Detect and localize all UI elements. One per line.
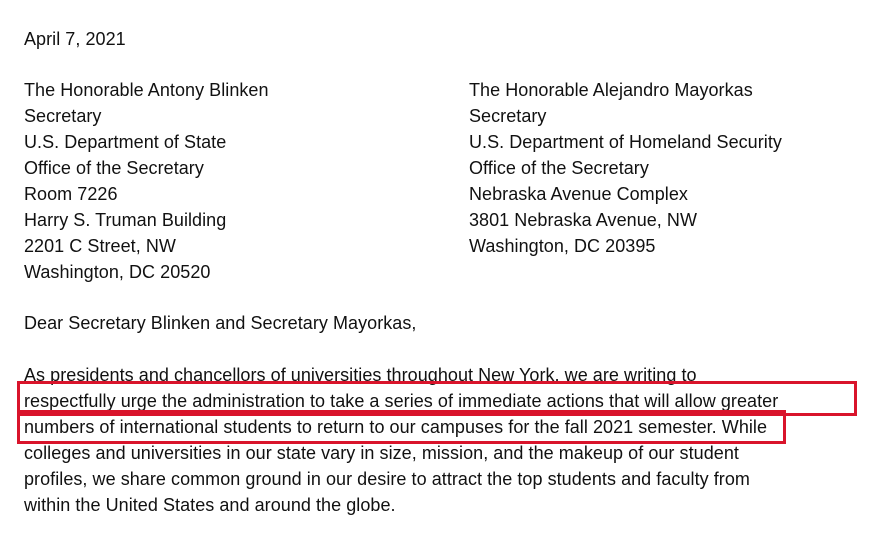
- paragraph-line-2: respectfully urge the administration to take a series of immediate actions that will allow greater: [24, 391, 779, 411]
- paragraph-line-5: profiles, we share common ground in our desire to attract the top students and faculty from: [24, 469, 750, 489]
- left-recipient-line-3: U.S. Department of State: [24, 132, 227, 152]
- left-recipient-line-5: Room 7226: [24, 184, 118, 204]
- right-recipient-line-6: 3801 Nebraska Avenue, NW: [469, 210, 698, 230]
- right-recipient-line-1: The Honorable Alejandro Mayorkas: [469, 80, 753, 100]
- paragraph-line-1: As presidents and chancellors of universities throughout New York, we are writing to: [24, 365, 697, 385]
- left-recipient-line-4: Office of the Secretary: [24, 158, 204, 178]
- right-recipient-line-5: Nebraska Avenue Complex: [469, 184, 688, 204]
- paragraph-line-6: within the United States and around the globe.: [24, 495, 396, 515]
- right-recipient-line-7: Washington, DC 20395: [469, 236, 656, 256]
- right-recipient-line-4: Office of the Secretary: [469, 158, 649, 178]
- right-recipient-line-2: Secretary: [469, 106, 547, 126]
- left-recipient-line-2: Secretary: [24, 106, 102, 126]
- salutation: Dear Secretary Blinken and Secretary Mayorkas,: [24, 313, 417, 333]
- paragraph-line-4: colleges and universities in our state vary in size, mission, and the makeup of our student: [24, 443, 739, 463]
- left-recipient-line-6: Harry S. Truman Building: [24, 210, 227, 230]
- left-recipient-line-8: Washington, DC 20520: [24, 262, 211, 282]
- left-recipient-line-7: 2201 C Street, NW: [24, 236, 176, 256]
- paragraph-line-3: numbers of international students to return to our campuses for the fall 2021 semester. While: [24, 417, 768, 437]
- left-recipient-line-1: The Honorable Antony Blinken: [24, 80, 269, 100]
- letter-date: April 7, 2021: [24, 29, 126, 49]
- right-recipient-line-3: U.S. Department of Homeland Security: [469, 132, 782, 152]
